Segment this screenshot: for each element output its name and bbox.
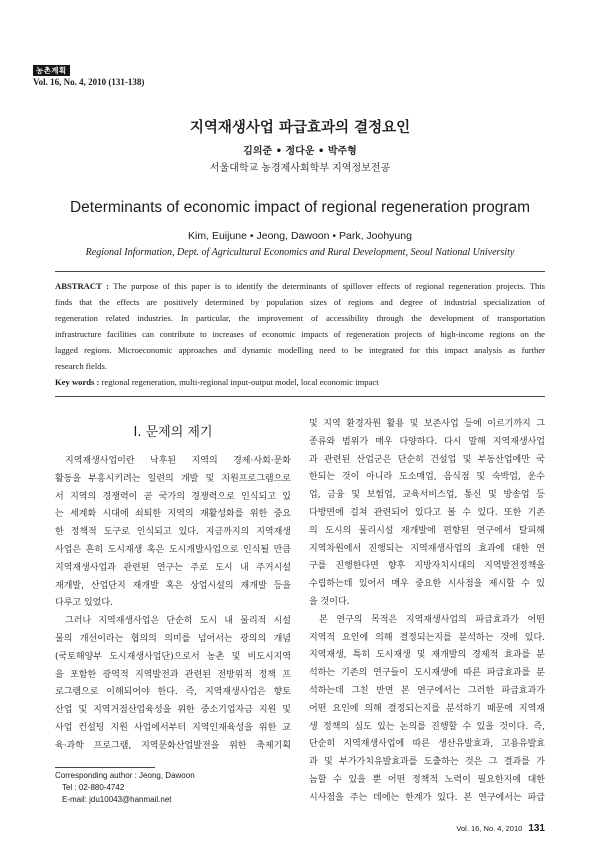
body-line: 사업은 흔히 도시재생 혹은 도시개발사업으로 인식될 만큼 (55, 544, 291, 555)
left-column (55, 453, 291, 756)
right-column (309, 416, 545, 808)
abstract-label: ABSTRACT : (55, 281, 109, 291)
affiliation-korean: 서울대학교 농경제사회학부 지역정보전공 (209, 163, 391, 174)
body-line: 지역적 요인에 의해 결정되는지를 분석하는 것에 있다. (309, 632, 545, 643)
abstract-text: The purpose of this paper is to identify the determinants of spillover effects of regional regeneration projects. This (113, 281, 545, 291)
body-line: 어떤 요인에 의해 결정되는지를 분석하기 때문에 지역재 (309, 703, 545, 714)
body-line: 한 정책적 도구로 인식되고 있다. 지금까지의 지역재생 (55, 527, 291, 538)
abstract-line: lagged regions. Microeconomic approaches and dynamic modelling need to be integrated for this impact analysis as further (55, 345, 545, 355)
body-line: 시사점을 주는 데에는 한계가 있다. 본 연구에서는 파급 (309, 792, 545, 803)
body-line: 지역차원에서 진행되는 지역재생사업의 효과에 대한 연 (309, 543, 545, 554)
body-line: 석하는데 그친 반면 본 연구에서는 그러한 파급효과가 (309, 685, 545, 696)
body-line: 의 도시의 물리시설 재개발에 편향된 연구에서 탈피해 (309, 525, 545, 536)
body-line: 본 연구의 목적은 지역재생사업의 파급효과가 어떤 (319, 614, 545, 625)
body-line: 산업 및 지역거점산업육성을 위한 중소기업자금 지원 및 (55, 705, 291, 716)
body-line: 한되는 것이 아니라 도소매업, 음식점 및 숙박업, 운수 (309, 472, 545, 483)
page-footer (380, 819, 545, 836)
body-line: 지역재생사업이란 낙후된 지역의 경제·사회·문화 (65, 456, 291, 466)
journal-badge: 농촌계획 (33, 65, 70, 76)
footer-issue: Vol. 16, No. 4, 2010 (456, 824, 523, 833)
body-line: 구를 진행한다면 향후 지방자치시대의 지역발전정책을 (309, 561, 545, 572)
abstract-line: infrastructure facilities can contribute to increases of economic impacts of regeneration projects of high-income regions on the (55, 329, 545, 339)
body-line: 다루고 있었다. (55, 598, 113, 609)
body-line: 는 세계화 시대에 쇠퇴한 지역의 재활성화를 위한 중요 (55, 509, 291, 520)
body-line: 과 관련된 산업군은 단순히 건설업 및 부동산업에만 국 (309, 454, 545, 465)
title-english: Determinants of economic impact of regional regeneration program (69, 199, 531, 216)
corresponding-author: Corresponding author : Jeong, Dawoon (55, 771, 195, 780)
abstract-line: finds that the effects are positively determined by population sizes of regions and degree of industrial specialization of (55, 297, 545, 307)
affiliation-english: Regional Information, Dept. of Agricultural Economics and Rural Development, Seoul National University (85, 247, 515, 258)
authors-english: Kim, Euijune • Jeong, Dawoon • Park, Joohyung (188, 230, 412, 242)
paragraph (55, 613, 291, 755)
footnote-email: E-mail: jdu10043@hanmail.net (62, 795, 172, 804)
body-line: 업, 금융 및 보험업, 교육서비스업, 통신 및 방송업 등 (309, 490, 545, 501)
body-line: 늠할 수 있을 뿐 어떤 정책적 노력이 필요한지에 대한 (309, 774, 545, 785)
page-number: 131 (528, 823, 545, 834)
body-line: 과 및 부가가치유발효과를 도출하는 것은 그 결과를 가 (309, 757, 545, 768)
abstract (55, 278, 545, 374)
body-line: 재개발, 산업단지 재개발 혹은 상업시설의 재개발 등을 (55, 580, 291, 591)
abstract-line (55, 278, 545, 294)
body-line: 다방면에 걸쳐 관련되어 있다고 볼 수 있다. 또한 기존 (309, 507, 545, 518)
footnote (55, 770, 195, 806)
abstract-top-rule (55, 271, 545, 272)
body-line: 지역재생, 특히 도시재생 및 재개발의 경제적 효과를 분 (309, 650, 545, 661)
body-line: 서 지역의 경쟁력이 곧 국가의 경쟁력으로 인식되고 있 (55, 491, 291, 502)
body-line: 을 것이다. (309, 596, 350, 607)
body-line: 그러나 지역재생사업은 단순히 도시 내 물리적 시설 (65, 616, 291, 627)
body-line: (국토해양부 도시재생사업단)으로서 농촌 및 비도시지역 (55, 651, 291, 662)
body-line: 활동을 부흥시키려는 일련의 개발 및 지원프로그램으로 (55, 473, 291, 484)
body-line: 을 포함한 광역적 지역발전과 관련된 전방위적 정책 프 (55, 669, 291, 680)
keywords-text: regional regeneration, multi-regional input-output model, local economic impact (101, 377, 379, 387)
journal-citation: Vol. 16, No. 4, 2010 (131-138) (33, 77, 145, 87)
body-line: 로그램으로 이해되어야 한다. 즉, 지역재생사업은 향토 (55, 687, 291, 698)
body-line: 단순히 지역재생사업에 따른 생산유발효과, 고용유발효 (309, 739, 545, 750)
paragraph (55, 453, 291, 613)
paragraph (309, 416, 545, 612)
abstract-line: regeneration related industries. In particular, the improvement of accessibility through the development of transportation (55, 313, 545, 323)
body-line: 종류와 범위가 매우 다양하다. 다시 말해 지역재생사업 (309, 436, 545, 447)
keywords-label: Key words : (55, 377, 100, 387)
body-line: 육·과학 프로그램, 지역문화산업발전을 위한 축제기획 (55, 740, 291, 751)
body-line: 및 지역 환경자원 활용 및 보존사업 등에 이르기까지 그 (309, 419, 545, 429)
authors-korean: 김의준 • 정다운 • 박주형 (243, 146, 357, 157)
body-line: 수립하는데 있어서 매우 중요한 시사점을 제시할 수 있 (309, 579, 545, 590)
body-line: 사업 컨설팅 지원 사업에서부터 지역인재육성을 위한 교 (55, 722, 291, 733)
body-line: 지역재생사업과 관련된 연구는 주로 도시 내 주거시설 (55, 562, 291, 573)
abstract-bottom-rule (55, 396, 545, 397)
body-line: 생 정책의 심도 있는 논의를 진행할 수 있을 것이다. 즉, (309, 721, 545, 732)
footnote-tel: Tel : 02-880-4742 (62, 783, 125, 792)
abstract-line: research fields. (55, 361, 108, 371)
section-heading: I. 문제의 제기 (133, 425, 213, 440)
footnote-rule (55, 767, 155, 768)
title-korean: 지역재생사업 파급효과의 결정요인 (189, 119, 411, 136)
paragraph (309, 612, 545, 808)
body-line: 석하는 기존의 연구들이 도시재생에 따른 파급효과를 분 (309, 668, 545, 679)
keywords (55, 375, 545, 389)
body-line: 물의 개선이라는 협의의 의미를 넘어서는 광의의 개념 (55, 633, 291, 644)
